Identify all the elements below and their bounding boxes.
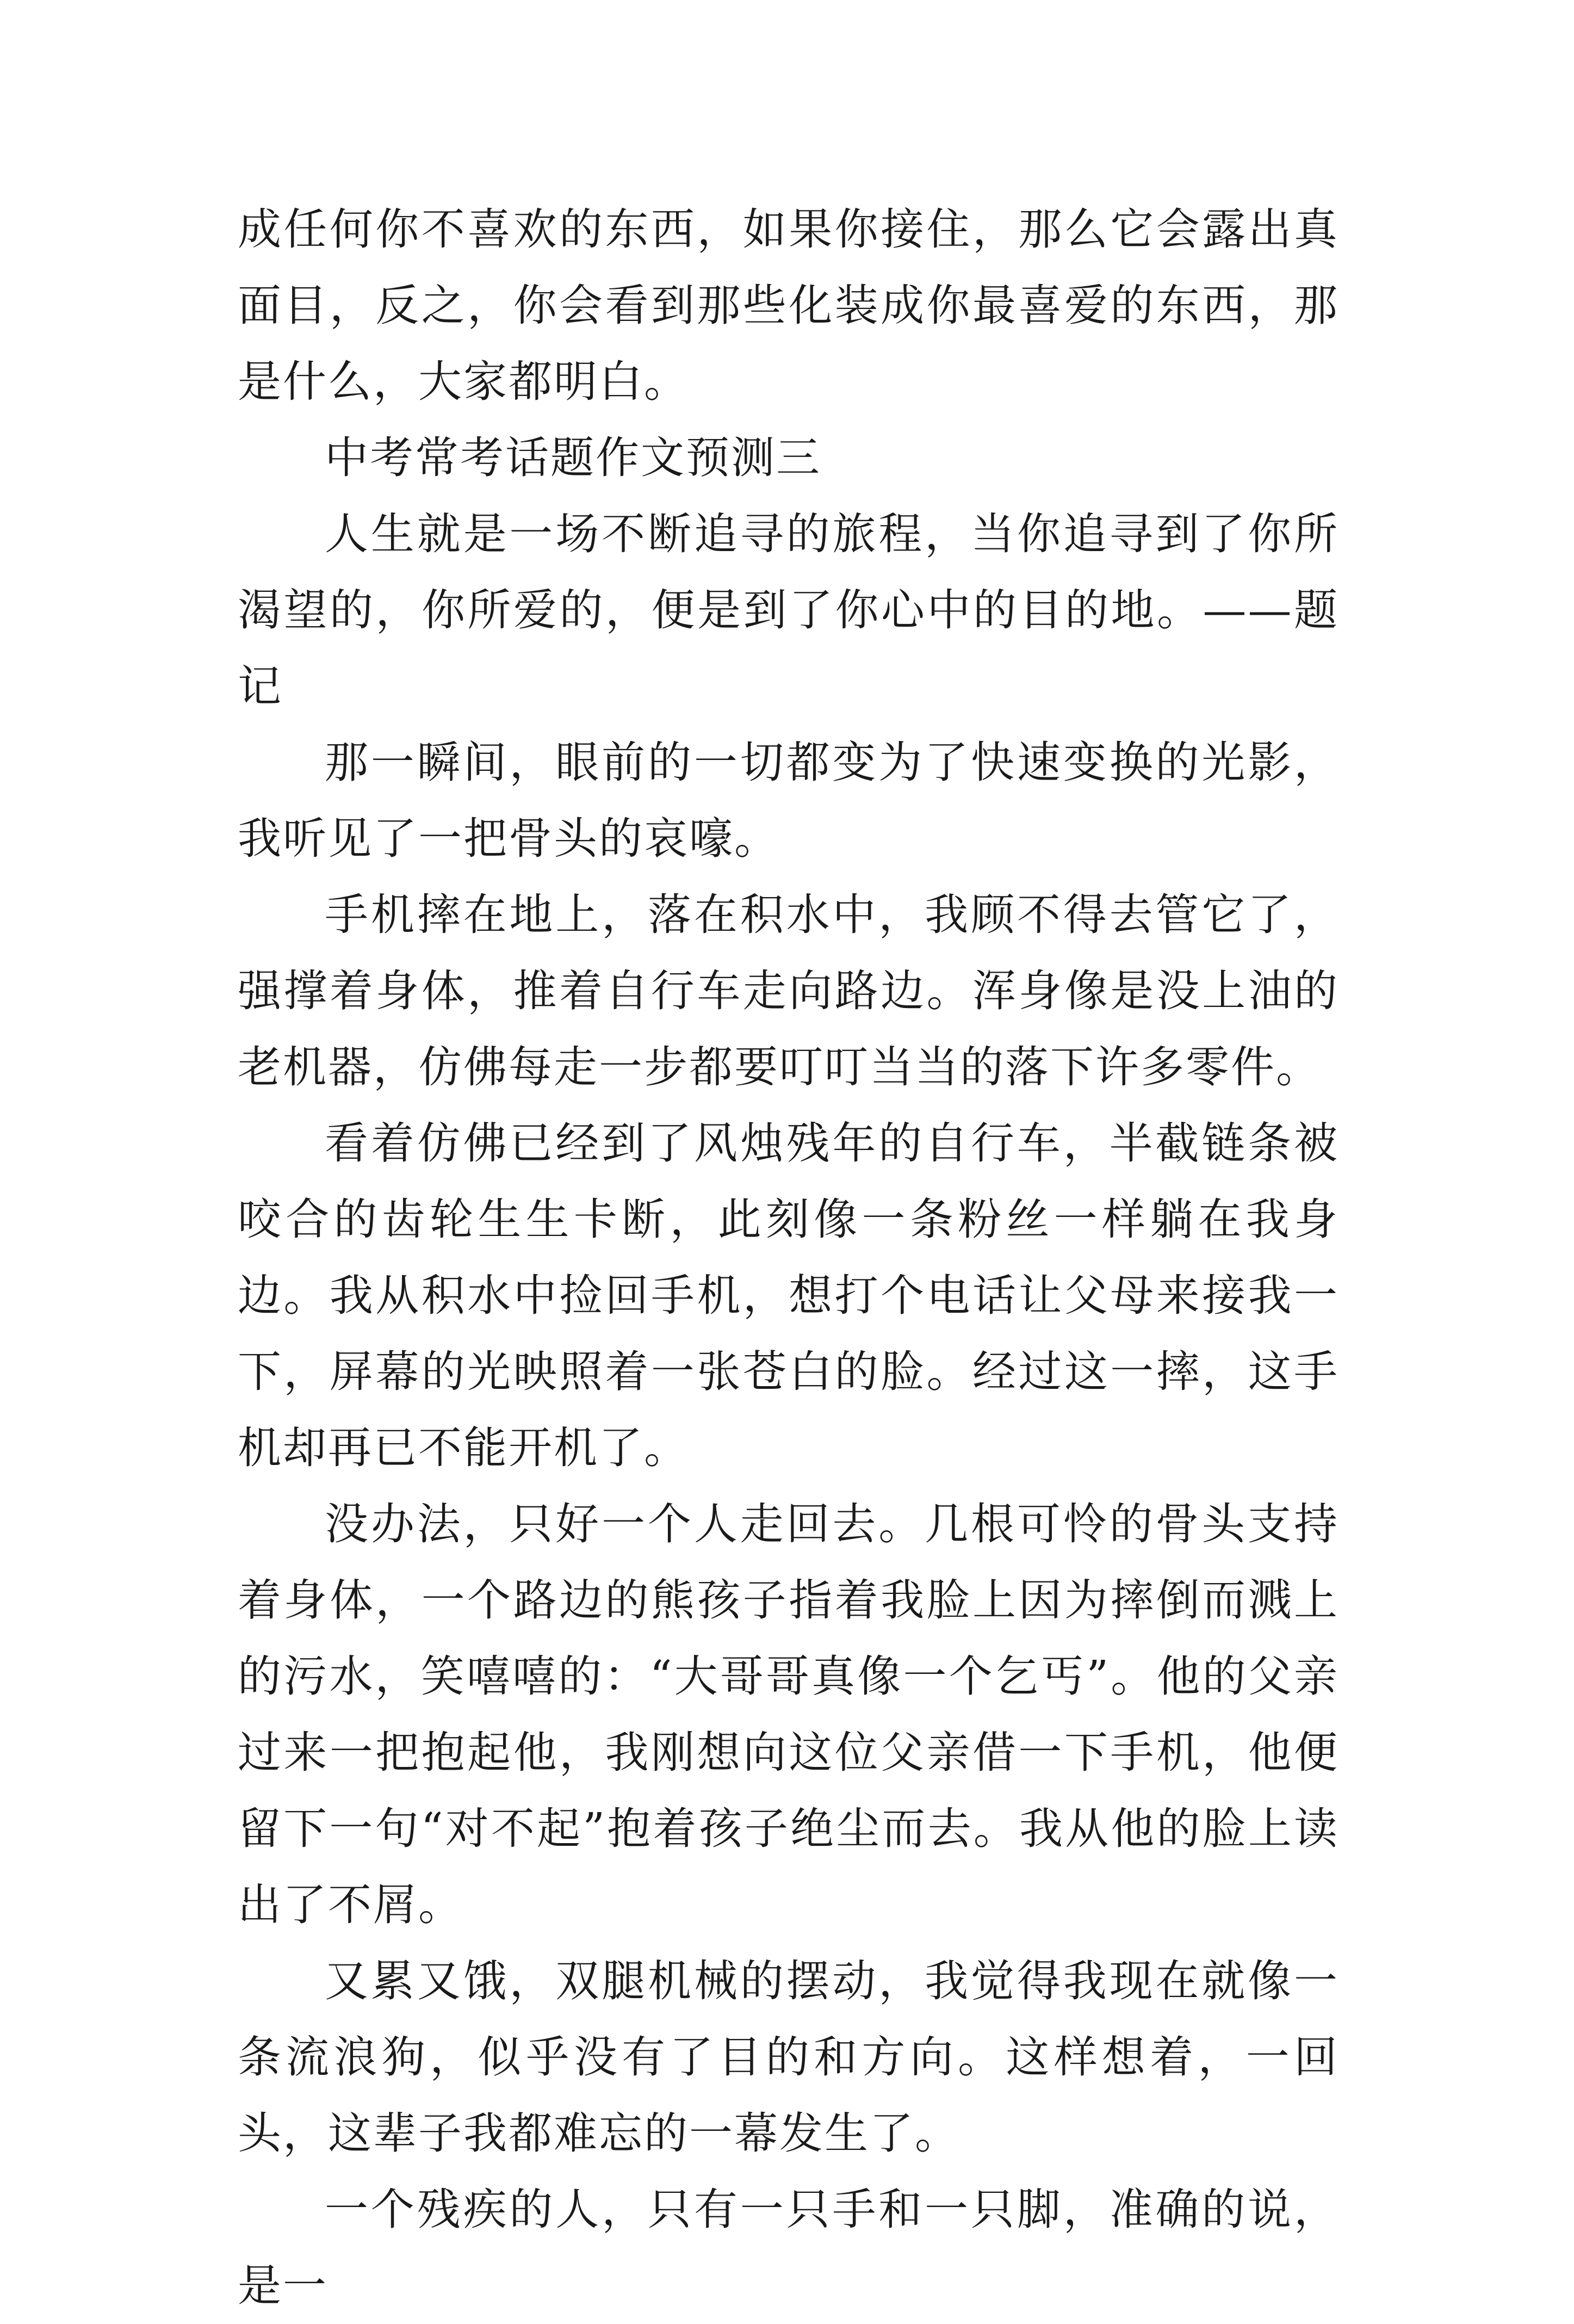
- document-body: [238, 191, 1339, 2324]
- paragraph: 又累又饿，双腿机械的摆动，我觉得我现在就像一条流浪狗，似乎没有了目的和方向。这样想着，一回头，这辈子我都难忘的一幕发生了。: [238, 1956, 1339, 2159]
- paragraph: 没办法，只好一个人走回去。几根可怜的骨头支持着身体，一个路边的熊孩子指着我脸上因为摔倒而溅上的污水，笑嘻嘻的：“大哥哥真像一个乞丐”。他的父亲过来一把抱起他，我刚想向这位父亲借一下手机，他便留下一句“对不起”抱着孩子绝尘而去。我从他的脸上读出了不屑。: [238, 1499, 1339, 1930]
- paragraph-truncated: 一个残疾的人，只有一只手和一只脚，准确的说，是一: [238, 2184, 1339, 2311]
- paragraph-continued: 成任何你不喜欢的东西，如果你接住，那么它会露出真面目，反之，你会看到那些化装成你最喜爱的东西，那是什么，大家都明白。: [238, 204, 1339, 407]
- section-heading: 中考常考话题作文预测三: [325, 432, 821, 483]
- paragraph: 看着仿佛已经到了风烛残年的自行车，半截链条被咬合的齿轮生生卡断，此刻像一条粉丝一样躺在我身边。我从积水中捡回手机，想打个电话让父母来接我一下，屏幕的光映照着一张苍白的脸。经过这一摔，这手机却再已不能开机了。: [238, 1118, 1339, 1473]
- paragraph: 那一瞬间，眼前的一切都变为了快速变换的光影，我听见了一把骨头的哀嚎。: [238, 737, 1339, 864]
- paragraph: 手机摔在地上，落在积水中，我顾不得去管它了，强撑着身体，推着自行车走向路边。浑身像是没上油的老机器，仿佛每走一步都要叮叮当当的落下许多零件。: [238, 889, 1339, 1092]
- paragraph-epigraph: 人生就是一场不断追寻的旅程，当你追寻到了你所渴望的，你所爱的，便是到了你心中的目的地。——题记: [238, 509, 1339, 712]
